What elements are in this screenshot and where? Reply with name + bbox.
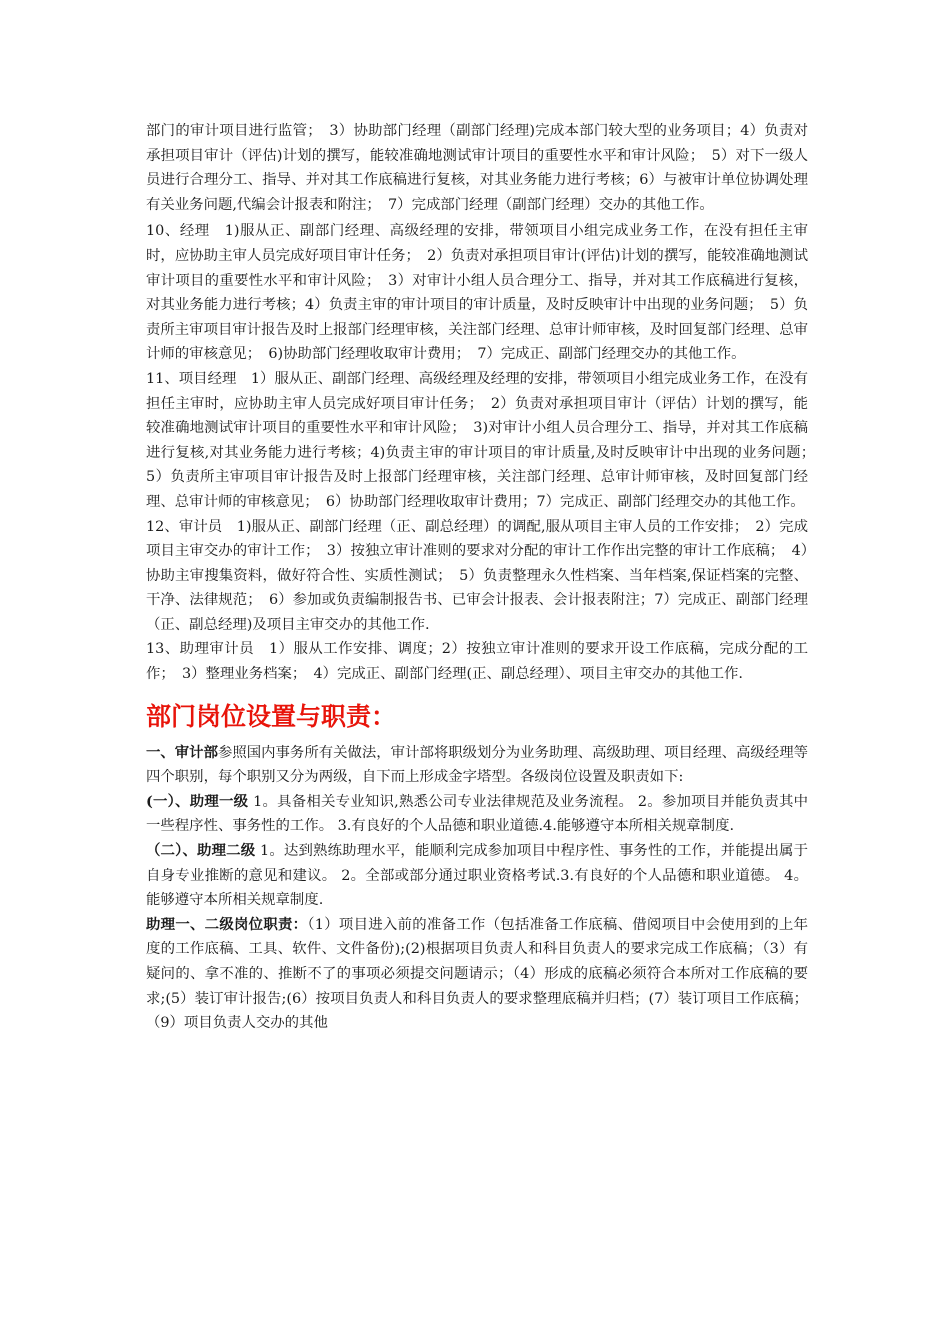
paragraph-continued-duties: 部门的审计项目进行监管； 3）协助部门经理（副部门经理)完成本部门较大型的业务项目；4）负责对承担项目审计（评估)计划的撰写，能较准确地测试审计项目的重要性水平和审计风险； 5）对下一级人员进行合理分工、指导、并对其工作底稿进行复核，对其业务能力进行考核；6）与被审计单位协调处理有关业务问题,代编会计报表和附注； 7）完成部门经理（副部门经理）交办的其他工作。: [146, 123, 808, 213]
paragraph-assistant-level-1: [146, 790, 808, 839]
level-2-label: （二）、助理二级: [146, 842, 256, 860]
duties-label: 助理一、二级岗位职责：: [146, 915, 308, 933]
paragraph-assistant-auditor: 13、助理审计员 1）服从工作安排、调度；2）按独立审计准则的要求开设工作底稿，完成分配的工作； 3）整理业务档案； 4）完成正、副部门经理(正、副总经理）、项目主审交办的其他工作.: [146, 641, 808, 683]
intro-label: 一、审计部: [146, 743, 218, 761]
level-1-text: 1。具备相关专业知识,熟悉公司专业法律规范及业务流程。 2。参加项目并能负责其中一些程序性、事务性的工作。 3.有良好的个人品德和职业道德.4.能够遵守本所相关规章制度.: [146, 793, 808, 835]
paragraph-assistant-duties: [146, 913, 808, 1036]
paragraph-manager: 10、经理 1)服从正、副部门经理、高级经理的安排，带领项目小组完成业务工作，在没有担任主审时，应协助主审人员完成好项目审计任务； 2）负责对承担项目审计(评估)计划的撰写，能较准确地测试审计项目的重要性水平和审计风险； 3）对审计小组人员合理分工、指导，并对其工作底稿进行复核，对其业务能力进行考核；4）负责主审的审计项目的审计质量，及时反映审计中出现的业务问题； 5）负责所主审项目审计报告及时上报部门经理审核，关注部门经理、总审计师审核，及时回复部门经理、总审计师的审核意见； 6)协助部门经理收取审计费用； 7）完成正、副部门经理交办的其他工作。: [146, 223, 808, 363]
section-heading: 部门岗位设置与职责：: [146, 701, 397, 731]
paragraph-project-manager: 11、项目经理 1）服从正、副部门经理、高级经理及经理的安排，带领项目小组完成业务工作，在没有担任主审时，应协助主审人员完成好项目审计任务； 2）负责对承担项目审计（评估）计划的撰写，能较准确地测试审计项目的重要性水平和审计风险； 3)对审计小组人员合理分工、指导，并对其工作底稿进行复核,对其业务能力进行考核；4)负责主审的审计项目的审计质量,及时反映审计中出现的业务问题； 5）负责所主审项目审计报告及时上报部门经理审核，关注部门经理、总审计师审核，及时回复部门经理、总审计师的审核意见； 6）协助部门经理收取审计费用；7）完成正、副部门经理交办的其他工作。: [146, 370, 823, 510]
paragraph-auditor: 12、审计员 1)服从正、副部门经理（正、副总经理）的调配,服从项目主审人员的工作安排； 2）完成项目主审交办的审计工作； 3）按独立审计准则的要求对分配的审计工作作出完整的审计工作底稿； 4）协助主审搜集资料，做好符合性、实质性测试； 5）负责整理永久性档案、当年档案,保证档案的完整、干净、法律规范； 6）参加或负责编制报告书、已审会计报表、会计报表附注；7）完成正、副部门经理（正、副总经理)及项目主审交办的其他工作.: [146, 518, 808, 633]
paragraph-audit-dept-intro: [146, 741, 808, 790]
document-body: [146, 119, 823, 1036]
duties-text: （1）项目进入前的准备工作（包括准备工作底稿、借阅项目中会使用到的上年度的工作底稿、工具、软件、文件备份);(2)根据项目负责人和科目负责人的要求完成工作底稿；（3）有疑问的、拿不准的、推断不了的事项必须提交问题请示；（4）形成的底稿必须符合本所对工作底稿的要求;(5）装订审计报告;(6）按项目负责人和科目负责人的要求整理底稿并归档；(7）装订项目工作底稿；（9）项目负责人交办的其他: [146, 916, 808, 1032]
paragraph-assistant-level-2: [146, 839, 808, 913]
level-2-text: 1。达到熟练助理水平，能顺利完成参加项目中程序性、事务性的工作，并能提出属于自身专业推断的意见和建议。 2。全部或部分通过职业资格考试.3.有良好的个人品德和职业道德。 4。能够遵守本所相关规章制度.: [146, 843, 808, 909]
intro-text: 参照国内事务所有关做法，审计部将职级划分为业务助理、高级助理、项目经理、高级经理等四个职别，每个职别又分为两级，自下而上形成金字塔型。各级岗位设置及职责如下:: [146, 744, 808, 786]
level-1-label: (一）、助理一级: [146, 792, 249, 810]
